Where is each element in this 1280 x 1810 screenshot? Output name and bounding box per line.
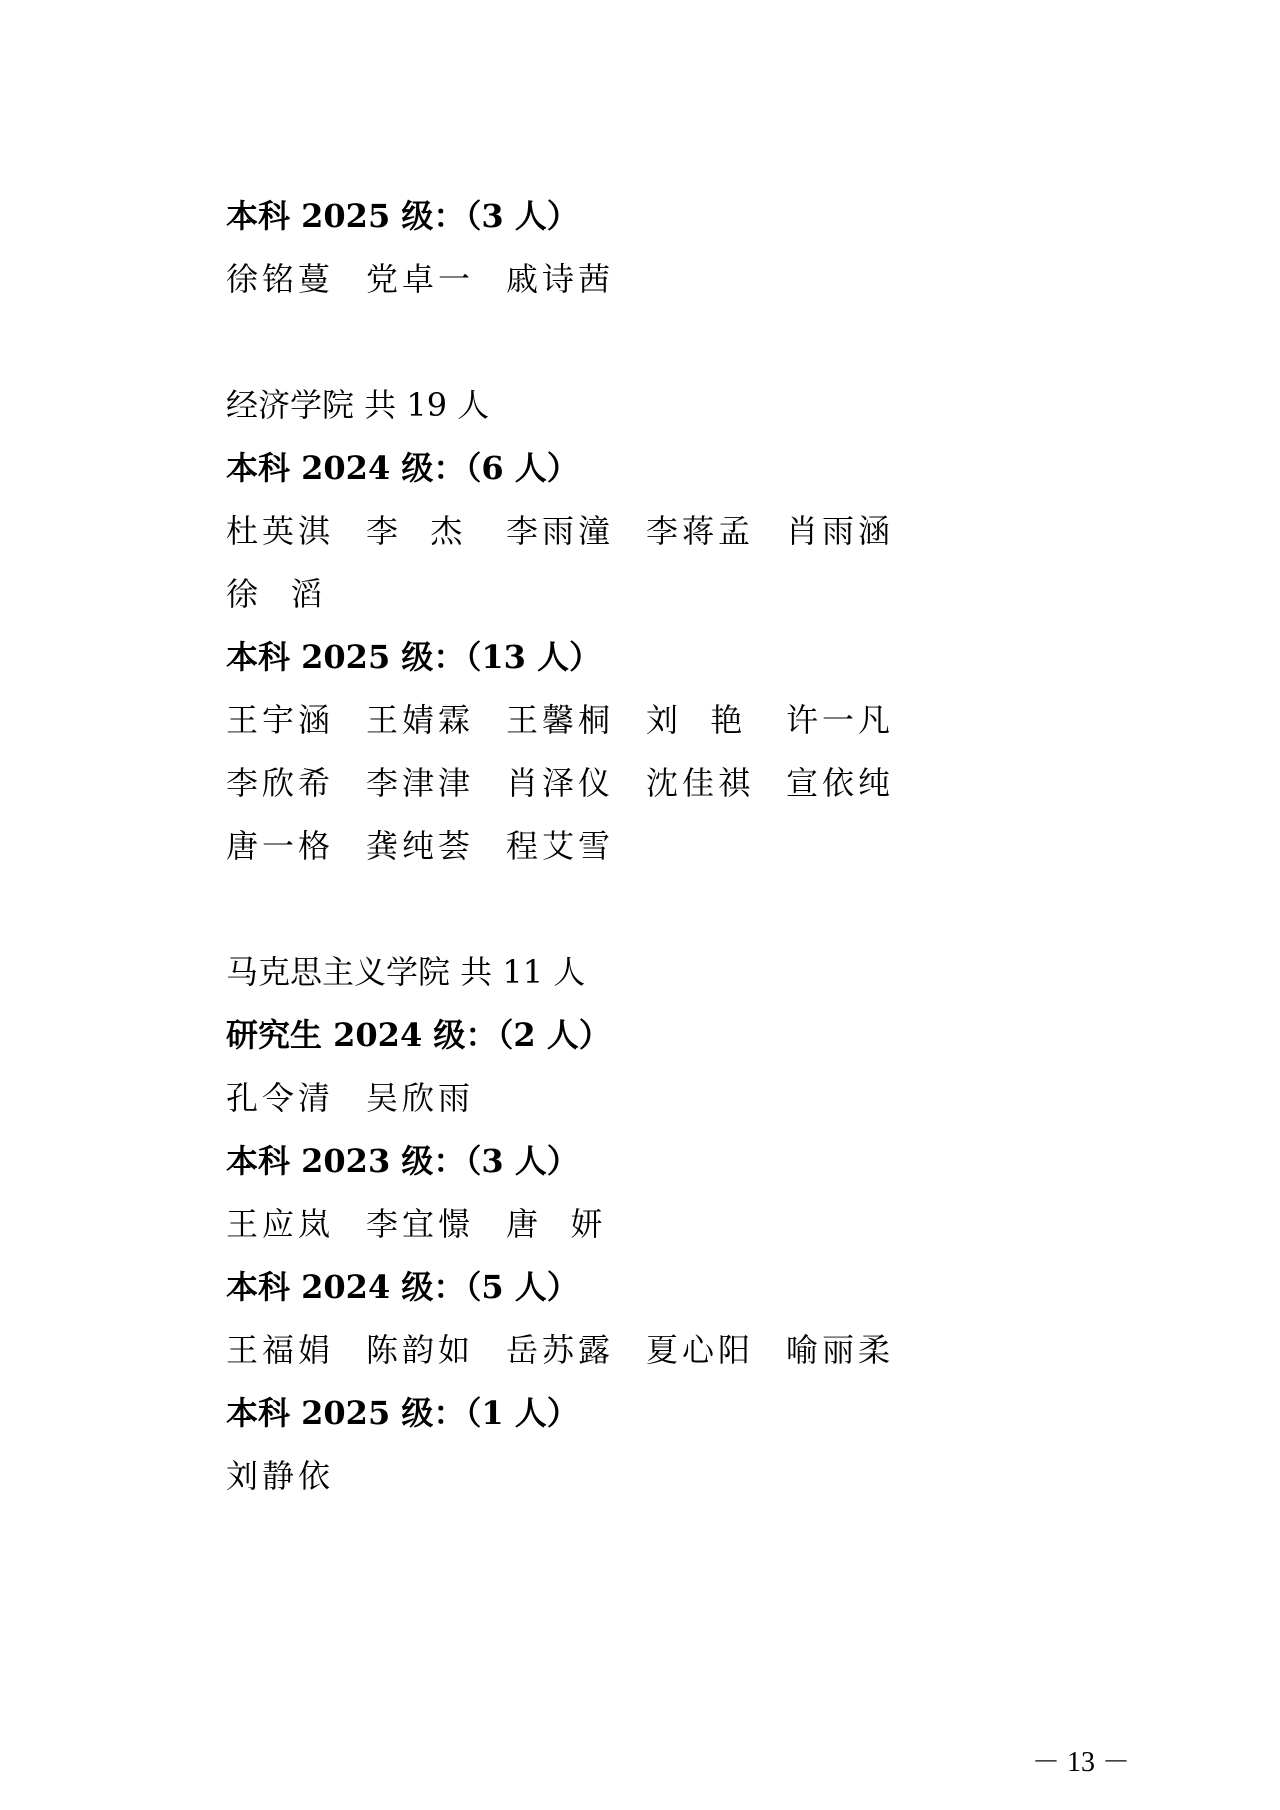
student-name: 陈韵如 [366, 1331, 475, 1369]
grade-heading: 本科 2024 级：（5 人） [226, 1268, 579, 1306]
student-name: 李津津 [366, 764, 475, 802]
student-name: 王馨桐 [506, 701, 615, 739]
section-gap [226, 878, 1026, 941]
name-row [226, 563, 1026, 626]
student-name: 李欣希 [226, 764, 335, 802]
student-name: 宣依纯 [786, 764, 895, 802]
section-gap [226, 311, 1026, 374]
grade-heading: 本科 2023 级：（3 人） [226, 1142, 579, 1180]
name-row [226, 500, 1026, 563]
student-name: 孔令清 [226, 1079, 335, 1117]
student-name: 王福娟 [226, 1331, 335, 1369]
student-name: 喻丽柔 [786, 1331, 895, 1369]
student-name: 李 杰 [366, 512, 467, 550]
name-row [226, 1319, 1026, 1382]
student-name: 刘 艳 [646, 701, 747, 739]
student-name: 程艾雪 [506, 827, 615, 865]
student-name: 夏心阳 [646, 1331, 755, 1369]
student-name: 党卓一 [366, 260, 475, 298]
student-name: 吴欣雨 [366, 1079, 475, 1117]
student-name: 王应岚 [226, 1205, 335, 1243]
student-name: 戚诗茜 [506, 260, 615, 298]
grade-heading: 本科 2025 级：（3 人） [226, 197, 579, 235]
college-heading: 经济学院 共 19 人 [226, 386, 490, 424]
student-name: 李蒋孟 [646, 512, 755, 550]
name-row [226, 1445, 1026, 1508]
student-name: 王宇涵 [226, 701, 335, 739]
student-name: 徐铭蔓 [226, 260, 335, 298]
name-list-content [226, 185, 1026, 1508]
student-name: 许一凡 [786, 701, 895, 739]
student-name: 肖泽仪 [506, 764, 615, 802]
name-row [226, 752, 1026, 815]
grade-heading: 本科 2025 级：（13 人） [226, 638, 602, 676]
student-name: 岳苏露 [506, 1331, 615, 1369]
name-row [226, 1193, 1026, 1256]
page-number: － 13 － [1031, 1747, 1130, 1778]
name-row [226, 815, 1026, 878]
student-name: 唐一格 [226, 827, 335, 865]
grade-heading: 研究生 2024 级：（2 人） [226, 1016, 611, 1054]
student-name: 徐 滔 [226, 575, 327, 613]
name-row [226, 689, 1026, 752]
student-name: 王婧霖 [366, 701, 475, 739]
grade-heading: 本科 2024 级：（6 人） [226, 449, 579, 487]
grade-heading: 本科 2025 级：（1 人） [226, 1394, 579, 1432]
name-row [226, 1067, 1026, 1130]
student-name: 刘静依 [226, 1457, 335, 1495]
name-row [226, 248, 1026, 311]
student-name: 沈佳祺 [646, 764, 755, 802]
student-name: 李雨潼 [506, 512, 615, 550]
student-name: 杜英淇 [226, 512, 335, 550]
college-heading: 马克思主义学院 共 11 人 [226, 953, 586, 991]
student-name: 唐 妍 [506, 1205, 607, 1243]
student-name: 龚纯荟 [366, 827, 475, 865]
student-name: 李宜憬 [366, 1205, 475, 1243]
student-name: 肖雨涵 [786, 512, 895, 550]
